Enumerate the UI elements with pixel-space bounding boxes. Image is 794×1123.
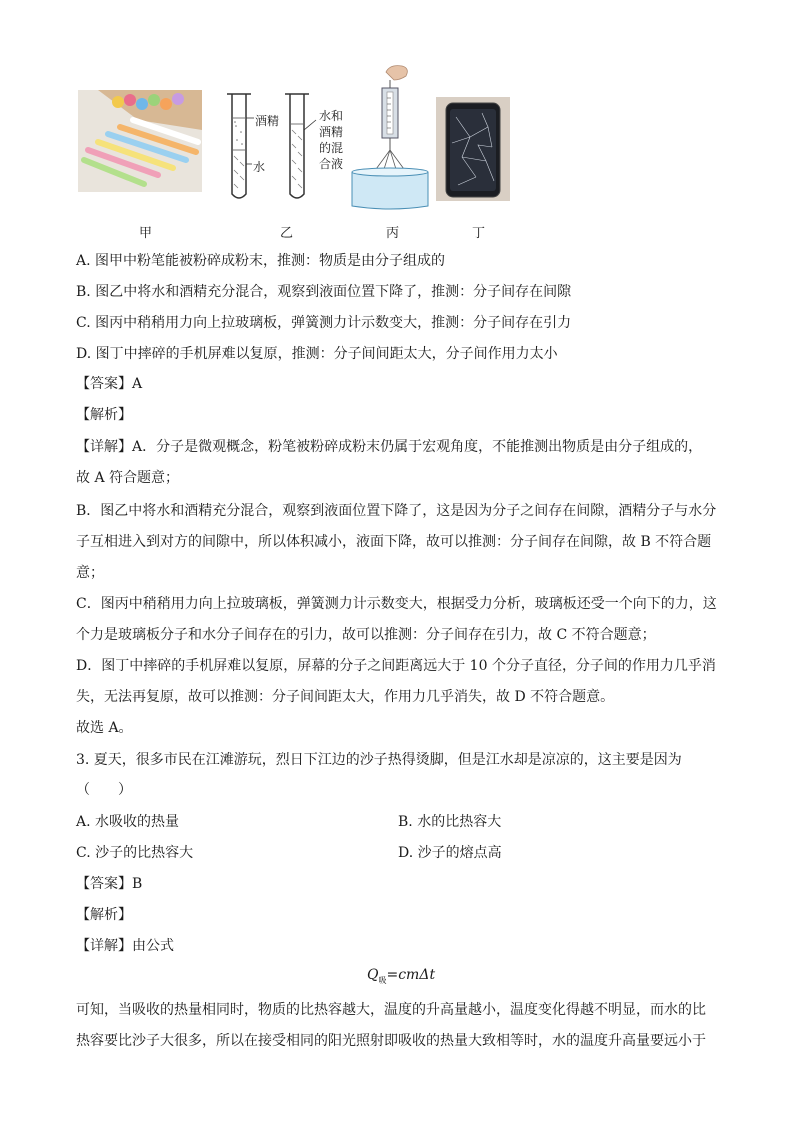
q3-paren: （ ）: [76, 782, 132, 798]
tube-label-mixture: [319, 108, 343, 172]
q3-answer: 【答案】B: [76, 876, 143, 892]
mixture-line-4: 合液: [319, 157, 344, 171]
q2-detail-line-4: 子互相进入到对方的间隙中，所以体积减小，液面下降，故可以推测：分子间存在间隙，故 B 不符合题: [76, 534, 712, 550]
q3-detail-line-1: 可知，当吸收的热量相同时，物质的比热容越大，温度的升高量越小，温度变化得越不明显，而水的比: [76, 1002, 706, 1018]
formula-q: Q: [367, 967, 379, 983]
tube-label-water: 水: [253, 160, 266, 174]
q2-detail-line-7: 个力是玻璃板分子和水分子间存在的引力，故可以推测：分子间存在引力，故 C 不符合题意；: [76, 627, 656, 643]
mixture-line-3: 的混: [319, 141, 344, 155]
q3-option-a: A. 水吸收的热量: [76, 814, 180, 830]
q3-stem: 3. 夏天，很多市民在江滩游玩，烈日下江边的沙子热得烫脚，但是江水却是凉凉的，这主要是因为: [76, 752, 682, 768]
spring-scale-illustration: [350, 62, 430, 212]
q2-detail-line-1: 【详解】A．分子是微观概念，粉笔被粉碎成粉末仍属于宏观角度，不能推测出物质是由分子组成的，: [76, 439, 703, 455]
heat-formula: [367, 967, 435, 986]
q2-detail-line-8: D．图丁中摔碎的手机屏难以复原，屏幕的分子之间距离远大于 10 个分子直径，分子间的作用力几乎消: [76, 658, 716, 674]
q2-answer: 【答案】A: [76, 376, 143, 392]
mixture-line-1: 水和: [319, 109, 344, 123]
q3-detail-intro: 【详解】由公式: [76, 938, 174, 954]
broken-phone-illustration: [436, 97, 510, 201]
q2-option-c: C. 图丙中稍稍用力向上拉玻璃板，弹簧测力计示数变大，推测：分子间存在引力: [76, 315, 572, 331]
formula-rest: =cmΔt: [386, 967, 436, 983]
test-tubes-figure: [222, 90, 352, 202]
figure-label-bing: 丙: [386, 226, 400, 241]
formula-subscript: 吸: [378, 975, 387, 985]
q2-detail-line-2: 故 A 符合题意；: [76, 470, 180, 486]
q2-detail-line-3: B．图乙中将水和酒精充分混合，观察到液面位置下降了，这是因为分子之间存在间隙，酒精分子与水分: [76, 503, 717, 519]
figures-row: [0, 0, 794, 240]
q3-option-c: C. 沙子的比热容大: [76, 845, 194, 861]
figure-label-yi: 乙: [280, 226, 294, 241]
q2-option-d: D. 图丁中摔碎的手机屏难以复原，推测：分子间间距太大，分子间作用力太小: [76, 346, 558, 362]
figure-label-ding: 丁: [472, 226, 486, 241]
q3-option-b: B. 水的比热容大: [398, 814, 502, 830]
spring-scale-figure: [350, 62, 430, 212]
q3-analysis-label: 【解析】: [76, 907, 132, 923]
q3-detail-line-2: 热容要比沙子大很多，所以在接受相同的阳光照射即吸收的热量大致相等时，水的温度升高量要远小于: [76, 1033, 706, 1049]
q2-detail-line-6: C．图丙中稍稍用力向上拉玻璃板，弹簧测力计示数变大，根据受力分析，玻璃板还受一个向下的力，这: [76, 596, 717, 612]
q2-conclusion: 故选 A。: [76, 720, 133, 736]
figure-label-jia: 甲: [139, 226, 153, 241]
chalk-photo: [78, 90, 202, 192]
tube-label-alcohol: 酒精: [255, 114, 280, 128]
broken-phone-photo: [436, 97, 510, 201]
chalk-illustration: [78, 90, 202, 192]
q2-option-a: A. 图甲中粉笔能被粉碎成粉末，推测：物质是由分子组成的: [76, 253, 446, 269]
q2-detail-line-9: 失，无法再复原，故可以推测：分子间间距太大，作用力几乎消失，故 D 不符合题意。: [76, 689, 615, 705]
q3-option-d: D. 沙子的熔点高: [398, 845, 502, 861]
q2-detail-line-5: 意；: [76, 565, 104, 581]
mixture-line-2: 酒精: [319, 125, 344, 139]
q2-analysis-label: 【解析】: [76, 407, 132, 423]
q2-option-b: B. 图乙中将水和酒精充分混合，观察到液面位置下降了，推测：分子间存在间隙: [76, 284, 572, 300]
